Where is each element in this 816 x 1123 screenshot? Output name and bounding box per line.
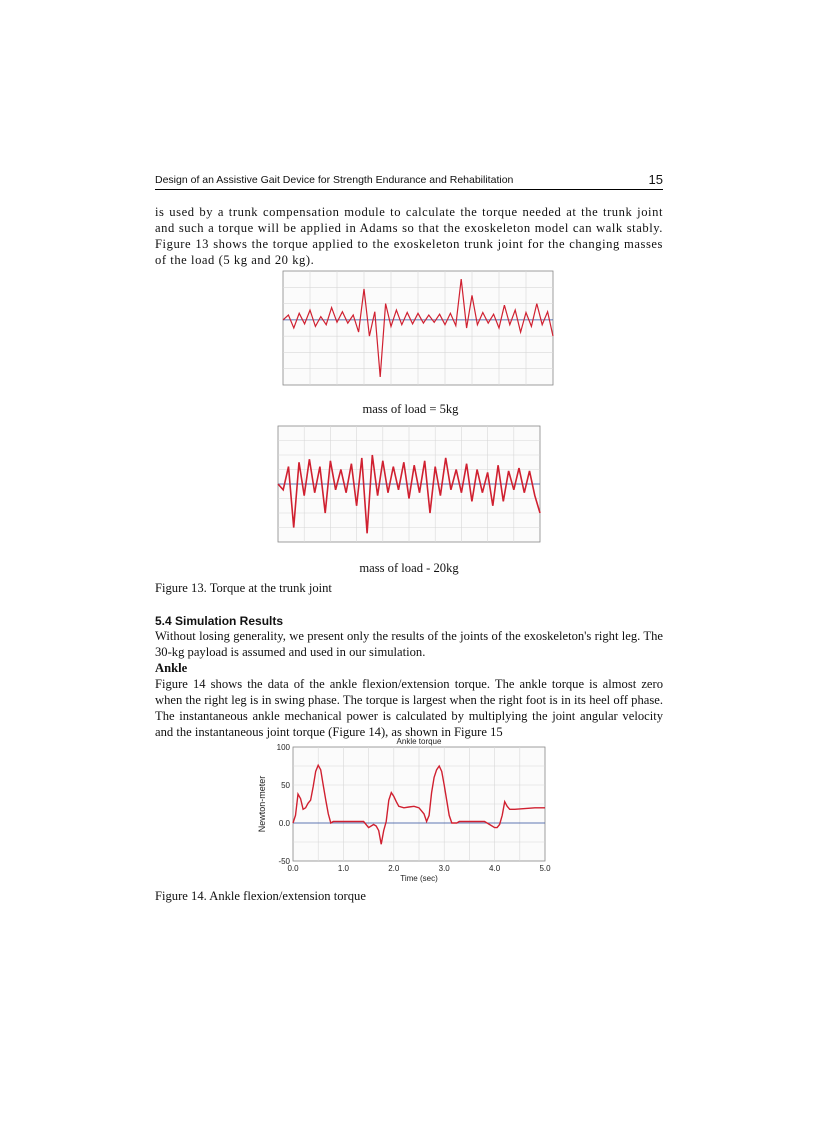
y-tick-label: -50 [278, 857, 290, 866]
y-tick-label: 0.0 [278, 819, 290, 828]
paragraph-ankle: Figure 14 shows the data of the ankle flexion/extension torque. The ankle torque is almost zero when the right leg is in swing phase. The torque is largest when the right foot is in its heel off phase. The instantaneous ankle mechanical power is calculated by multiplying the joint angular velocity and the instantaneous joint torque (Figure 14), as shown in Figure 15 [155, 677, 663, 739]
subheading-ankle: Ankle [155, 661, 188, 675]
figure-14 [255, 735, 560, 883]
ankle-torque-chart [255, 735, 560, 883]
x-tick-label: 2.0 [388, 864, 400, 873]
x-tick-label: 1.0 [337, 864, 349, 873]
x-axis-label: Time (sec) [400, 874, 438, 883]
trunk-torque-20kg-chart [258, 420, 560, 558]
running-header [155, 172, 663, 190]
y-tick-label: 100 [276, 743, 290, 752]
figure-13-caption: Figure 13. Torque at the trunk joint [155, 581, 332, 595]
x-tick-label: 0.0 [287, 864, 299, 873]
figure-13b [258, 420, 560, 558]
y-axis-label: Newton-meter [257, 775, 267, 833]
figure-13a [263, 267, 558, 401]
x-tick-label: 5.0 [539, 864, 551, 873]
paragraph-intro: is used by a trunk compensation module to calculate the torque needed at the trunk joint and such a torque will be applied in Adams so that the exoskeleton model can walk stably. Figure 13 shows the torque applied to the exoskeleton trunk joint for the changing masses of the load (5 kg and 20 kg). [155, 205, 663, 267]
x-tick-label: 3.0 [438, 864, 450, 873]
trunk-torque-5kg-chart [263, 267, 558, 401]
figure-13a-caption: mass of load = 5kg [362, 402, 459, 416]
section-heading: 5.4 Simulation Results [155, 614, 284, 628]
chart-title: Ankle torque [396, 737, 442, 746]
y-tick-label: 50 [281, 781, 290, 790]
header-title: Design of an Assistive Gait Device for Strength Endurance and Rehabilitation [155, 174, 514, 186]
x-tick-label: 4.0 [489, 864, 501, 873]
page-number: 15 [648, 172, 663, 187]
paragraph-results: Without losing generality, we present only the results of the joints of the exoskeleton's right leg. The 30-kg payload is assumed and used in our simulation. [155, 629, 663, 659]
figure-14-caption: Figure 14. Ankle flexion/extension torque [155, 889, 366, 903]
figure-13b-caption: mass of load - 20kg [359, 561, 459, 575]
